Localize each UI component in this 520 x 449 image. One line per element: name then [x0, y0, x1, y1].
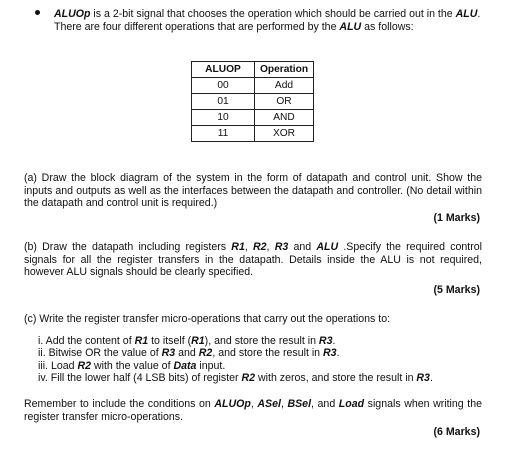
item-text: ), and store the result in	[204, 335, 319, 347]
part-a-marks: (1 Marks)	[433, 212, 480, 224]
conjunction: , and	[311, 398, 339, 410]
table-header-row	[192, 62, 314, 78]
reg-r2: R2	[253, 241, 267, 253]
table-cell: OR	[255, 94, 314, 110]
reg-r3: R3	[318, 335, 333, 347]
item-text: .	[332, 335, 336, 347]
intro-text-1-end: .	[477, 8, 481, 20]
intro-text-2-end: as follows:	[361, 20, 414, 33]
item-text: with zeros, and store the result in	[255, 372, 417, 385]
table-cell: 01	[192, 94, 255, 110]
column-header: ALUOP	[192, 62, 255, 78]
list-item	[38, 372, 468, 384]
part-c-marks: (6 Marks)	[433, 426, 480, 438]
list-item	[38, 347, 468, 359]
intro-text-1: is a 2-bit signal that chooses the operation which should be carried out in the	[90, 8, 456, 20]
reg-r3: R3	[323, 347, 337, 360]
item-text: with the value of	[91, 359, 174, 372]
reg-r2: R2	[198, 347, 213, 360]
item-text: , and store the result in	[212, 347, 324, 360]
separator: ,	[280, 398, 288, 410]
table-cell: AND	[255, 110, 314, 126]
part-c-intro: (c) Write the register transfer micro-operations that carry out the operations to:	[24, 313, 391, 325]
intro-text-2: There are four different operations that are performed by the	[54, 20, 340, 33]
table-cell: Add	[255, 78, 314, 94]
separator: ,	[266, 241, 275, 253]
item-text: to itself (	[148, 335, 192, 347]
part-b-rest: .Specify the required control signals for all the register transfers in the datapath. Details inside the ALU is not required, however ALU signals should be clearly specified.	[24, 241, 483, 279]
term-alu-b: ALU	[316, 241, 339, 253]
reg-r3: R3	[274, 241, 289, 253]
item-text: i. Add the content of	[38, 335, 135, 347]
term-load: Load	[338, 398, 365, 410]
reg-r2: R2	[241, 372, 256, 385]
term-asel: ASel	[257, 398, 281, 410]
part-b-prefix: (b) Draw the datapath including registers	[24, 241, 232, 253]
reminder-text: signals when writing the register transfer micro-operations.	[24, 398, 482, 423]
item-text: iii. Load	[38, 359, 78, 372]
reg-r3: R3	[416, 372, 430, 385]
reg-r3: R3	[161, 347, 176, 360]
term-aluop: ALUOp	[54, 8, 91, 20]
term-aluop: ALUOp	[214, 398, 251, 410]
item-text: .	[429, 372, 433, 385]
reminder-text: Remember to include the conditions on	[24, 398, 215, 410]
reg-r1: R1	[134, 335, 149, 347]
part-a-text: (a) Draw the block diagram of the system in the form of datapath and control unit. Show the inputs and outputs as well as the interfaces between the datapath and controller. (No detail within the datapath and control unit is required.)	[24, 172, 482, 210]
part-b-text	[24, 241, 482, 279]
table-cell: XOR	[255, 126, 314, 142]
bullet-icon	[35, 10, 40, 15]
aluop-table	[191, 61, 314, 142]
term-alu-2: ALU	[339, 20, 362, 33]
column-header: Operation	[255, 62, 314, 78]
table-row	[192, 78, 314, 94]
term-alu: ALU	[455, 8, 478, 20]
conjunction: and	[288, 241, 317, 253]
separator: ,	[244, 241, 253, 253]
part-c-list	[38, 335, 468, 385]
table-row	[192, 94, 314, 110]
list-item	[38, 335, 468, 347]
separator: ,	[250, 398, 258, 410]
table-cell: 00	[192, 78, 255, 94]
reg-r1: R1	[191, 335, 205, 347]
term-bsel: BSel	[287, 398, 312, 410]
reminder-paragraph	[24, 398, 482, 423]
table-row	[192, 110, 314, 126]
intro-paragraph	[54, 8, 494, 33]
reg-r2: R2	[77, 359, 92, 372]
item-text: .	[336, 347, 340, 360]
term-data: Data	[173, 359, 197, 372]
item-text: and	[175, 347, 199, 360]
table-cell: 11	[192, 126, 255, 142]
list-item	[38, 360, 468, 372]
table-row	[192, 126, 314, 142]
part-b-marks: (5 Marks)	[433, 284, 480, 296]
item-text: ii. Bitwise OR the value of	[38, 347, 162, 360]
item-text: iv. Fill the lower half (4 LSB bits) of register	[38, 372, 242, 385]
item-text: input.	[196, 359, 226, 372]
reg-r1: R1	[231, 241, 245, 253]
table-cell: 10	[192, 110, 255, 126]
